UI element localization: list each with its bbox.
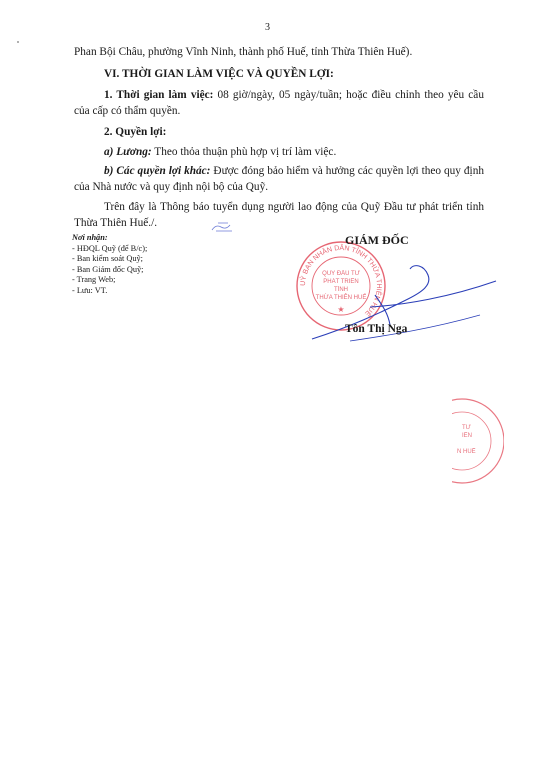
- work-time-label: 1. Thời gian làm việc:: [104, 89, 214, 101]
- address-continuation: Phan Bội Châu, phường Vĩnh Ninh, thành phố Huế, tỉnh Thừa Thiên Huế).: [74, 46, 413, 58]
- signer-role: GIÁM ĐỐC: [345, 233, 409, 247]
- other-benefits-paragraph: [74, 163, 484, 195]
- closing-paragraph: Trên đây là Thông báo tuyển dụng người lao động của Quỹ Đầu tư phát triển tỉnh Thừa Thiên Huế./.: [74, 201, 484, 229]
- edge-seal-text: N HUẾ: [457, 449, 476, 455]
- seal-line: TỈNH: [334, 287, 348, 293]
- seal-line: QUỸ ĐẦU TƯ: [322, 271, 360, 277]
- recipient-item: - Ban kiểm soát Quỹ;: [72, 254, 143, 264]
- seal-line: THỪA THIÊN HUẾ: [315, 295, 367, 301]
- edge-seal-text: IỂN: [462, 433, 473, 439]
- seal-line: PHÁT TRIỂN: [323, 279, 359, 285]
- edge-seal-fragment: [452, 395, 504, 490]
- scan-speck: [17, 41, 19, 43]
- salary-paragraph: [74, 144, 484, 160]
- edge-seal-text: TỪ: [462, 425, 471, 431]
- other-benefits-text: Được đóng bảo hiểm và hưởng các quyền lợi theo quy định của Nhà nước và quy định nội bộ của Quỹ.: [74, 165, 484, 193]
- recipients-title: Nơi nhận:: [72, 233, 108, 242]
- signer-name: Tôn Thị Nga: [345, 323, 408, 335]
- salary-text: Theo thỏa thuận phù hợp vị trí làm việc.: [151, 146, 337, 158]
- benefits-heading: 2. Quyền lợi:: [104, 126, 167, 138]
- recipients-block: [72, 233, 147, 297]
- salary-label: a) Lương:: [104, 146, 152, 158]
- seal-outer-text: UỶ BAN NHÂN DÂN TỈNH THỪA THIÊN HUẾ: [299, 244, 383, 317]
- initial-mark: [210, 221, 236, 233]
- recipient-item: - HĐQL Quỹ (để B/c);: [72, 243, 148, 253]
- other-benefits-label: b) Các quyền lợi khác:: [104, 165, 211, 177]
- recipient-item: - Ban Giám đốc Quỹ;: [72, 264, 144, 274]
- work-time-text: 08 giờ/ngày, 05 ngày/tuần; hoặc điều chỉnh theo yêu cầu của cấp có thẩm quyền.: [74, 89, 484, 117]
- svg-text:★: ★: [337, 305, 345, 314]
- recipient-item: - Trang Web;: [72, 275, 116, 285]
- recipient-item: - Lưu: VT.: [72, 285, 108, 295]
- page-number: 3: [265, 22, 270, 33]
- work-time-paragraph: [74, 87, 484, 119]
- section-vi-heading: VI. THỜI GIAN LÀM VIỆC VÀ QUYỀN LỢI:: [104, 68, 334, 80]
